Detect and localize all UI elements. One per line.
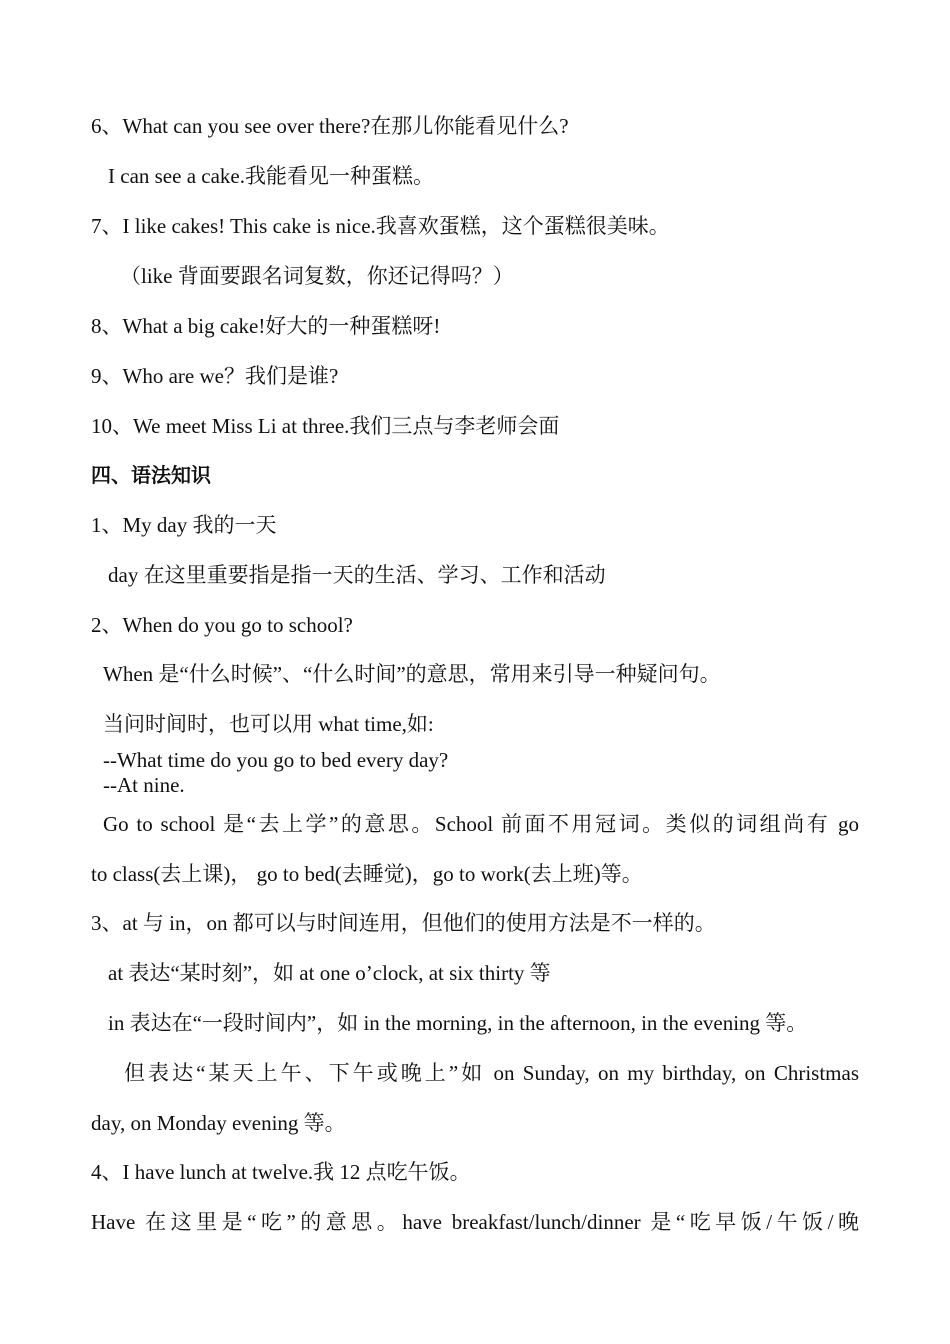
go-to-school-explanation: Go to school 是“去上学”的意思。School 前面不用冠词。类似的词组尚有 go xyxy=(103,812,859,836)
section-heading-grammar: 四、语法知识 xyxy=(91,463,211,487)
sentence-6-answer: I can see a cake.我能看见一种蛋糕。 xyxy=(108,164,434,188)
grammar-item-2: 2、When do you go to school? xyxy=(91,613,353,637)
go-to-school-examples: to class(去上课)， go to bed(去睡觉)，go to work(去上班)等。 xyxy=(91,862,643,886)
grammar-item-2-what-time: 当问时间时，也可以用 what time,如: xyxy=(103,712,434,736)
grammar-item-3: 3、at 与 in，on 都可以与时间连用，但他们的使用方法是不一样的。 xyxy=(91,911,716,935)
sentence-7-note: （like 背面要跟名词复数，你还记得吗？） xyxy=(120,264,514,288)
example-answer: --At nine. xyxy=(103,773,185,797)
sentence-8: 8、What a big cake!好大的一种蛋糕呀! xyxy=(91,314,441,338)
sentence-10: 10、We meet Miss Li at three.我们三点与李老师会面 xyxy=(91,414,560,438)
sentence-9: 9、Who are we？我们是谁? xyxy=(91,364,339,388)
grammar-item-3-on-continued: day, on Monday evening 等。 xyxy=(91,1111,346,1135)
sentence-6: 6、What can you see over there?在那儿你能看见什么? xyxy=(91,114,569,138)
grammar-item-4-explanation: Have 在这里是“吃”的意思。have breakfast/lunch/dinner 是“吃早饭/午饭/晚 xyxy=(91,1210,859,1234)
sentence-7: 7、I like cakes! This cake is nice.我喜欢蛋糕，这个蛋糕很美味。 xyxy=(91,214,670,238)
example-question: --What time do you go to bed every day? xyxy=(103,748,449,772)
grammar-item-1: 1、My day 我的一天 xyxy=(91,513,277,537)
grammar-item-3-in: in 表达在“一段时间内”，如 in the morning, in the afternoon, in the evening 等。 xyxy=(108,1011,808,1035)
grammar-item-1-explanation: day 在这里重要指是指一天的生活、学习、工作和活动 xyxy=(108,563,606,587)
grammar-item-2-explanation: When 是“什么时候”、“什么时间”的意思，常用来引导一种疑问句。 xyxy=(103,662,721,686)
grammar-item-4: 4、I have lunch at twelve.我 12 点吃午饭。 xyxy=(91,1160,471,1184)
grammar-item-3-at: at 表达“某时刻”，如 at one o’clock, at six thirty 等 xyxy=(108,961,551,985)
grammar-item-3-on: 但表达“某天上午、下午或晚上”如 on Sunday, on my birthday, on Christmas xyxy=(124,1061,859,1085)
